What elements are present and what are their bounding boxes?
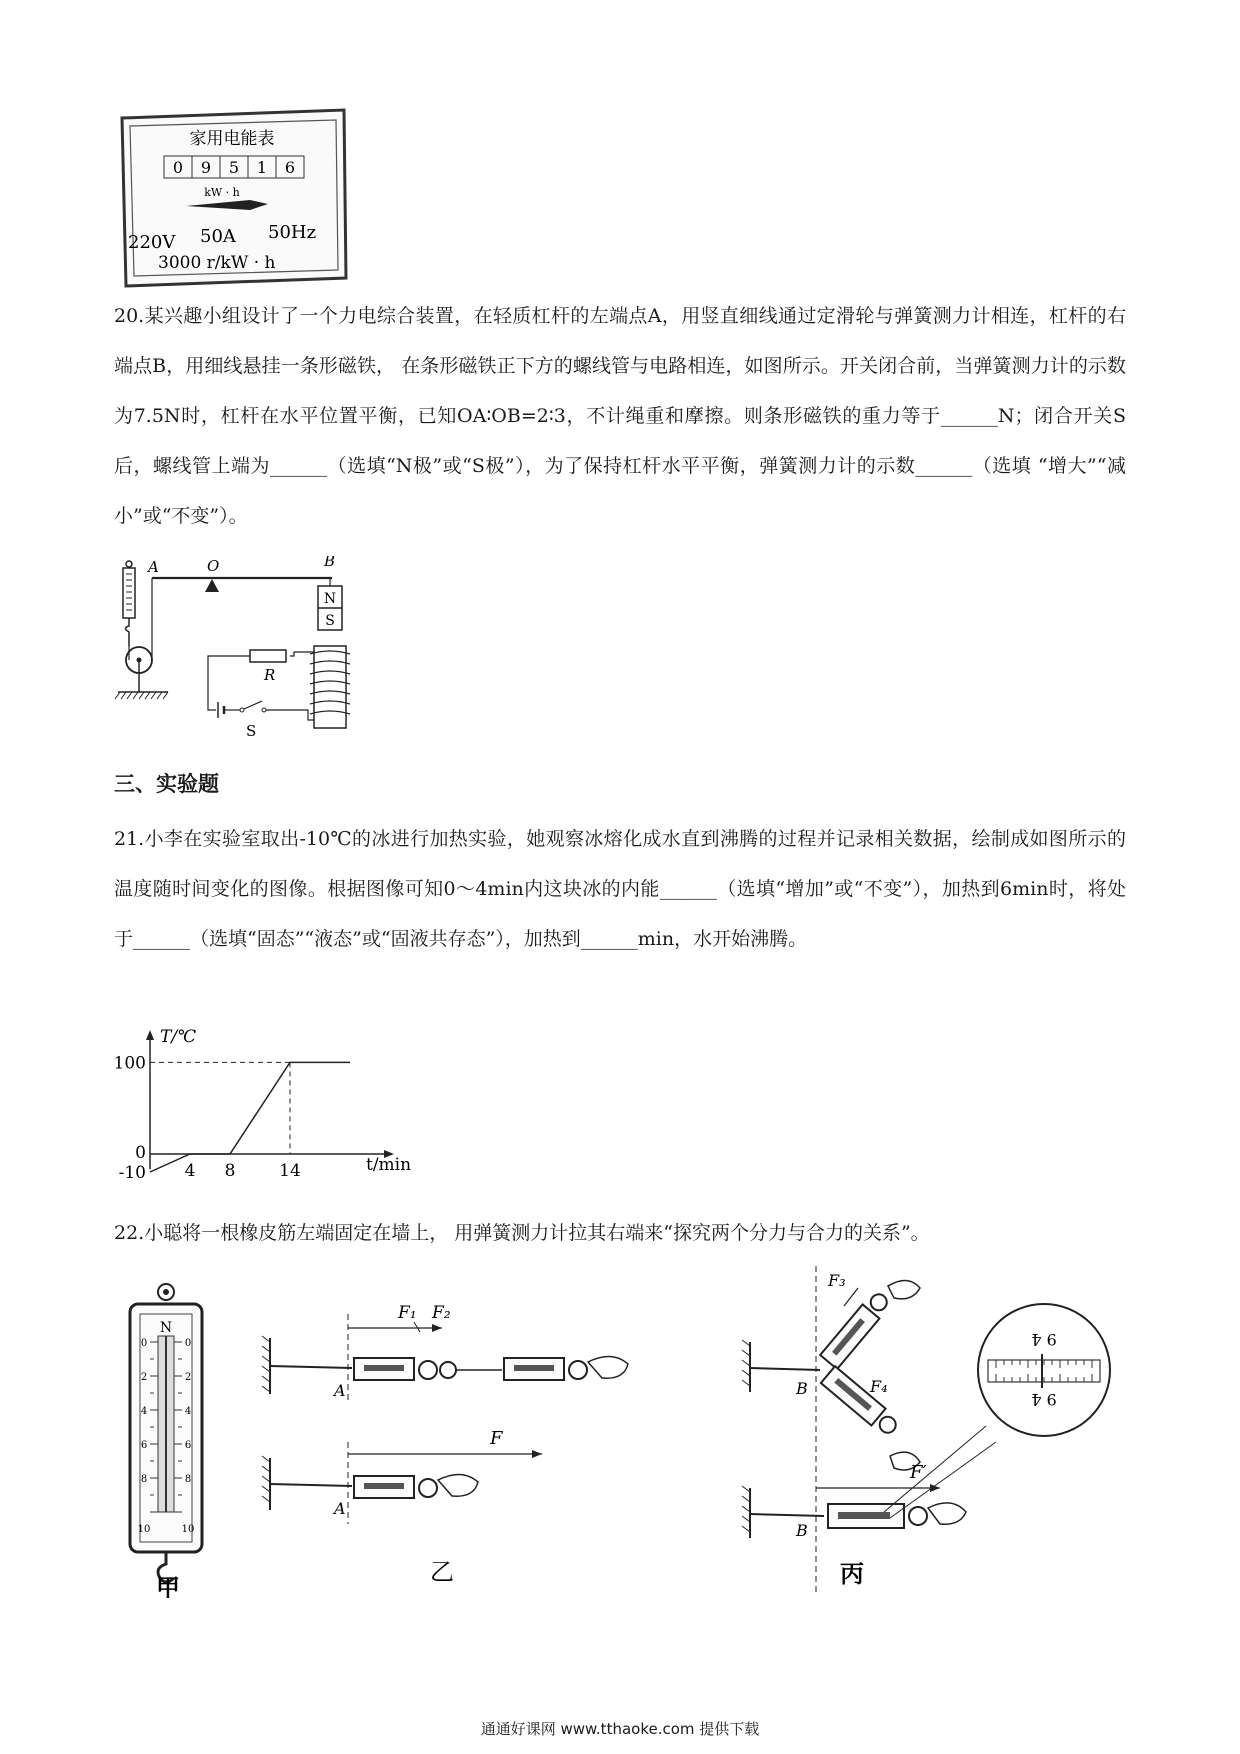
scale-top-label: N [159,1320,173,1336]
zoom-top-label: 9 4 [1031,1330,1057,1349]
meter-unit: kW · h [204,186,240,199]
x-tick-label: 14 [279,1161,301,1181]
scale-right-0: 0 [184,1338,192,1349]
question-21: 21.小李在实验室取出-10℃的冰进行加热实验，她观察冰熔化成水直到沸腾的过程并记录相关数据，绘制成如图所示的温度随时间变化的图像。根据图像可知0～4min内这块冰的内能______（选填“增加”或“不变”），加热到6min时，将处于______（选填“固态”“液态”或“固液共存态”），加热到______min，水开始沸腾。 [114,828,1126,950]
scale-right-8: 8 [184,1474,192,1485]
scale-left-4: 4 [140,1406,148,1417]
question-22: 22.小聪将一根橡皮筋左端固定在墙上， 用弹簧测力计拉其右端来“探究两个分力与合力的关系”。 [114,1222,930,1244]
caption-yi: 乙 [430,1558,454,1586]
scale-left-0: 0 [140,1338,148,1349]
temperature-time-chart [110,1026,430,1206]
magnet-n: N [323,591,337,607]
caption-bing: 丙 [840,1559,864,1588]
label-b-top: B [796,1379,808,1398]
label-a-bottom: A [334,1499,346,1518]
x-tick-label: 8 [224,1161,236,1181]
y-axis-label: T/℃ [160,1027,197,1047]
lever-circuit-figure [112,556,374,752]
temperature-line [150,1062,350,1172]
label-f2: F₂ [432,1303,451,1323]
magnified-scale [978,1304,1110,1436]
x-axis-label: t/min [366,1155,412,1175]
label-fprime: F′ [910,1462,927,1483]
label-r: R [264,666,276,684]
zoom-bottom-label: 9 4 [1031,1390,1057,1409]
figure-bing [740,1266,1112,1602]
label-switch: S [246,722,257,740]
scale-right-2: 2 [184,1372,192,1383]
chart-marks [150,1062,350,1172]
fulcrum-icon [205,579,219,592]
label-f4: F₄ [870,1377,888,1396]
label-f1: F₁ [398,1303,417,1323]
label-b-bottom: B [796,1521,808,1540]
figure-yi [252,1274,722,1592]
y-tick-label: 100 [113,1053,146,1074]
caption-jia: 甲 [156,1573,180,1598]
meter-frequency: 50Hz [268,222,317,243]
label-f: F [490,1428,503,1449]
label-o: O [207,557,220,575]
chart-axes [146,1030,394,1169]
magnet-s: S [325,613,335,629]
meter-current: 50A [200,226,236,247]
label-a: A [148,558,159,576]
scale-left-6: 6 [140,1440,148,1451]
electric-meter-figure [118,108,350,288]
question-20: 20.某兴趣小组设计了一个力电综合装置，在轻质杠杆的左端点A，用竖直细线通过定滑轮与弹簧测力计相连，杠杆的右端点B，用细线悬挂一条形磁铁， 在条形磁铁正下方的螺线管与电路相连，如图所示。开关闭合前，当弹簧测力计的示数为7.5N时，杠杆在水平位置平衡，已知OA∶OB=2∶3，不计绳重和摩擦。则条形磁铁的重力等于______N；闭合开关S后，螺线管上端为______（选填“N极”或“S极”），为了保持杠杆水平平衡，弹簧测力计的示数______（选填 “增大”“减小”或“不变”）。 [114,305,1126,527]
scale-left-2: 2 [140,1372,148,1383]
x-tick-label: 4 [184,1161,196,1181]
meter-digit-2: 9 [200,158,212,177]
y-tick-label: 0 [135,1143,146,1163]
section-heading: 三、实验题 [114,772,219,796]
chart-guides [150,1062,290,1154]
meter-title: 家用电能表 [189,129,275,149]
scale-right-10: 10 [181,1524,195,1535]
meter-digit-3: 5 [228,158,240,177]
page-footer: 通通好课网 www.tthaoke.com 提供下载 [480,1720,760,1738]
label-a-top: A [334,1381,346,1400]
meter-voltage: 220V [128,232,176,253]
scale-right-6: 6 [184,1440,192,1451]
label-b: B [324,556,336,570]
scale-left-8: 8 [140,1474,148,1485]
meter-digit-1: 0 [172,158,184,177]
y-tick-label: -10 [118,1163,146,1183]
meter-rating: 3000 r/kW · h [158,253,276,273]
figure-jia [124,1282,224,1598]
y-axis-arrow [146,1030,154,1040]
meter-digit-4: 1 [256,158,268,177]
resistor [250,650,286,662]
label-f3: F₃ [828,1271,846,1290]
scale-left-10: 10 [137,1524,151,1535]
scale-right-4: 4 [184,1406,192,1417]
switch [244,701,262,709]
meter-digit-5: 6 [284,158,296,177]
solenoid [314,646,346,728]
